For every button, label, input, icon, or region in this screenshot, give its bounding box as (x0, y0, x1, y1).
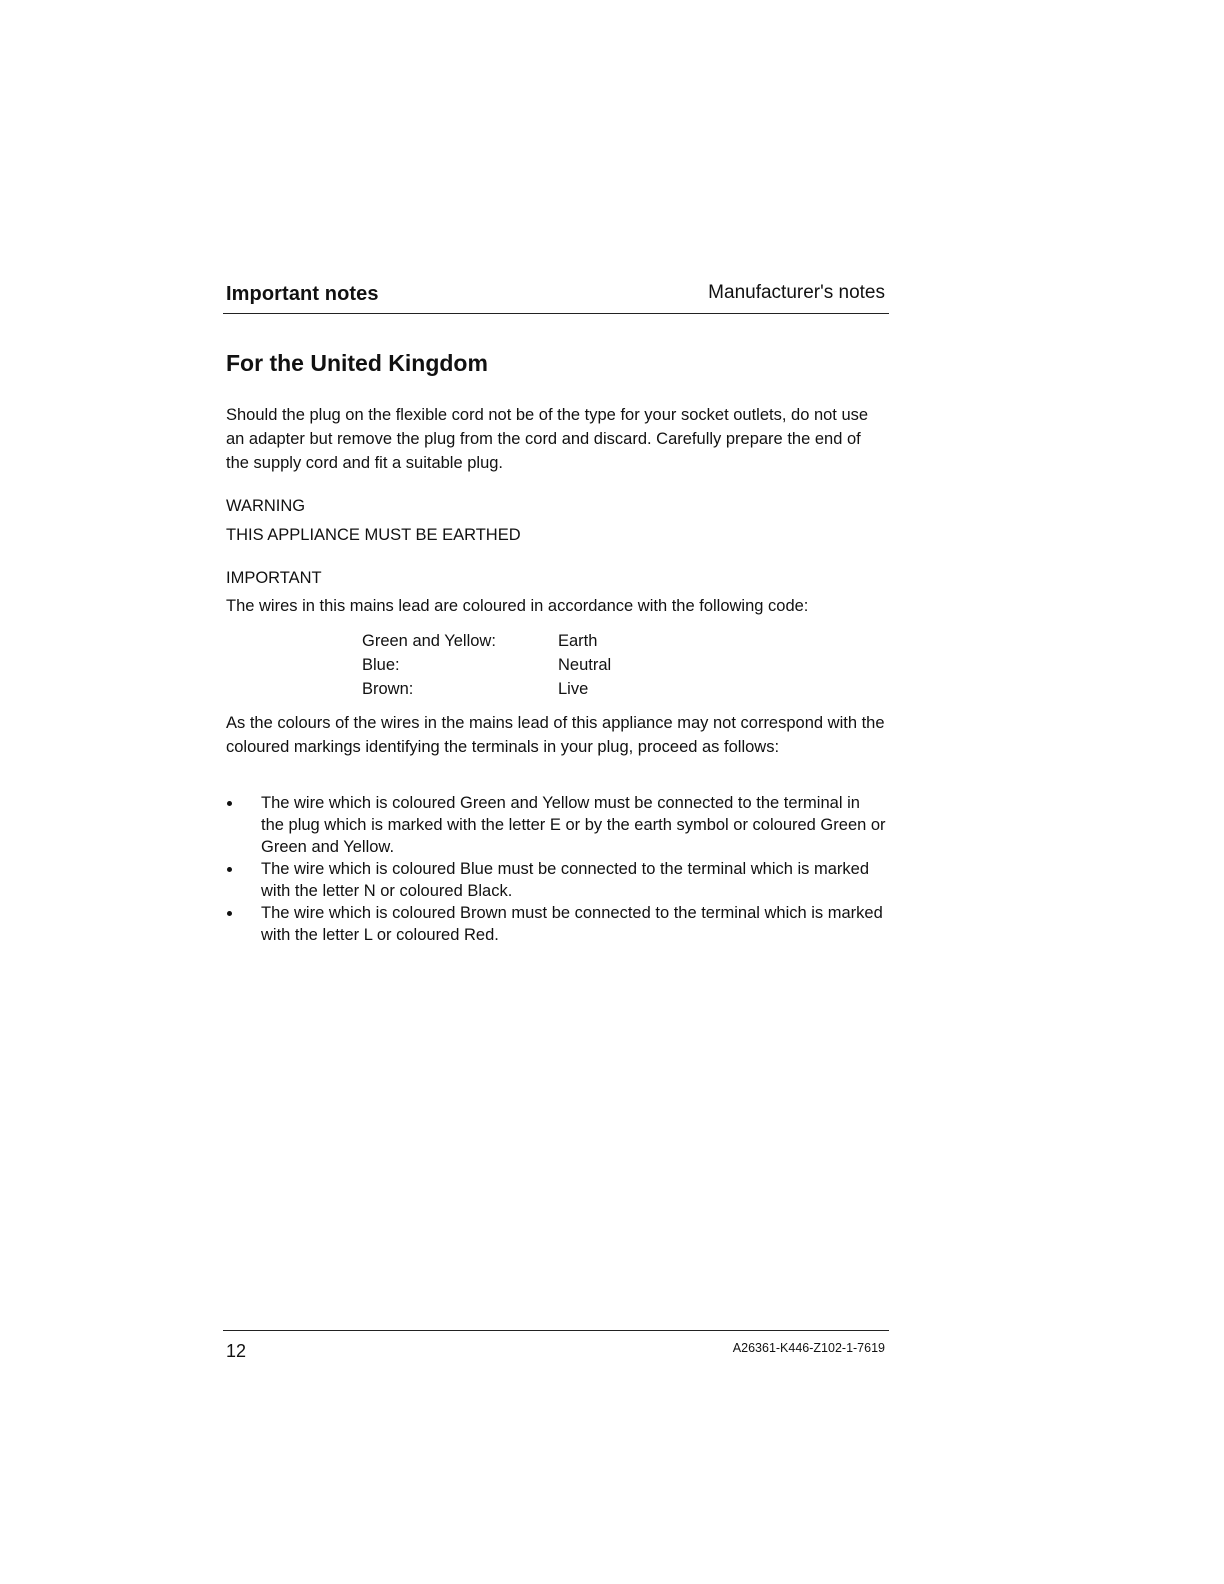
wire-code-intro: The wires in this mains lead are coloured in accordance with the following code: (226, 597, 809, 615)
page-title: For the United Kingdom (226, 350, 488, 376)
bullet-icon (227, 801, 232, 806)
wire-colour: Brown: (362, 680, 414, 698)
wire-colour: Green and Yellow: (362, 632, 496, 650)
table-row (362, 677, 611, 701)
wire-meaning: Earth (558, 632, 598, 650)
list-item-text: The wire which is coloured Green and Yellow must be connected to the terminal in the plug which is marked with the letter E or by the earth symbol or coloured Green or Green and Yellow. (261, 794, 886, 856)
plug-instructions-paragraph: Should the plug on the flexible cord not be of the type for your socket outlets, do not use an adapter but remove the plug from the cord and discard. Carefully prepare the end of the supply cord and fit a suitable plug. (226, 406, 869, 472)
wiring-instructions-list (226, 792, 886, 946)
list-item (226, 858, 886, 902)
earthed-warning: THIS APPLIANCE MUST BE EARTHED (226, 526, 521, 544)
wire-colour: Blue: (362, 656, 400, 674)
page-footer (223, 1330, 889, 1361)
table-row (362, 653, 611, 677)
header-section-title: Important notes (226, 283, 379, 305)
important-label: IMPORTANT (226, 569, 322, 587)
wire-meaning: Live (558, 680, 589, 698)
warning-label: WARNING (226, 497, 306, 515)
list-item (226, 792, 886, 858)
bullet-icon (227, 867, 232, 872)
page-number: 12 (226, 1341, 247, 1361)
header-chapter-title: Manufacturer's notes (708, 282, 885, 303)
table-row (362, 629, 611, 653)
page-header (223, 281, 889, 314)
terminal-mismatch-paragraph: As the colours of the wires in the mains lead of this appliance may not correspond with the coloured markings identifying the terminals in your plug, proceed as follows: (226, 714, 885, 756)
wire-meaning: Neutral (558, 656, 612, 674)
wire-colour-code-table (362, 629, 611, 701)
list-item (226, 902, 886, 946)
bullet-icon (227, 911, 232, 916)
document-code: A26361-K446-Z102-1-7619 (732, 1341, 885, 1355)
list-item-text: The wire which is coloured Brown must be connected to the terminal which is marked with the letter L or coloured Red. (261, 904, 883, 944)
list-item-text: The wire which is coloured Blue must be connected to the terminal which is marked with the letter N or coloured Black. (261, 860, 870, 900)
